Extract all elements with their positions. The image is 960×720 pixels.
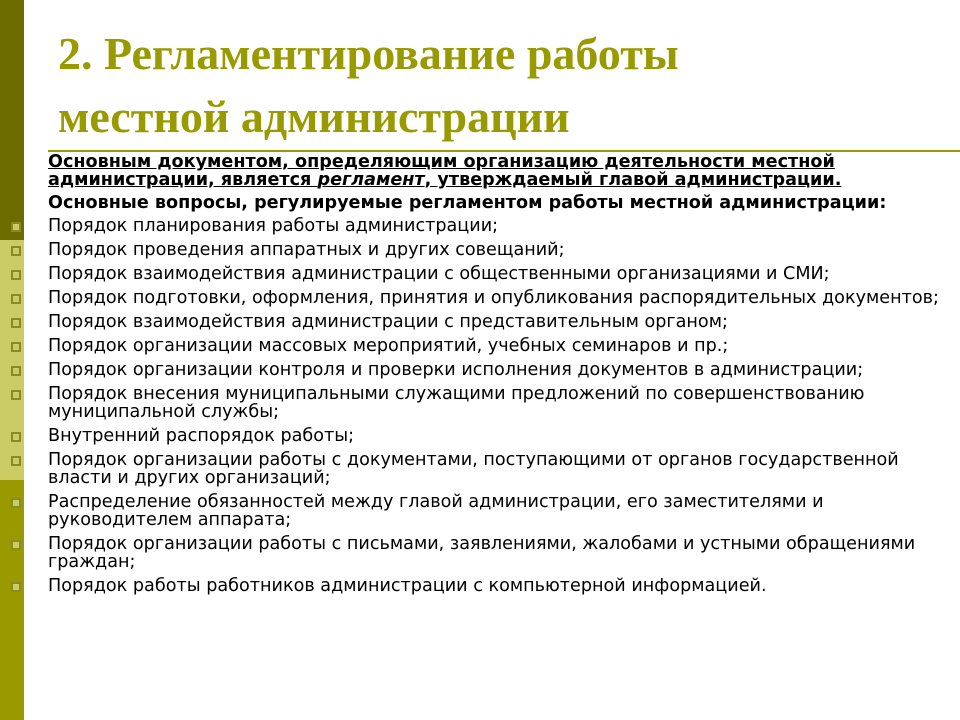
list-item-text: Порядок работы работников администрации с компьютерной информацией. bbox=[48, 576, 767, 596]
intro-text: Основным документом, определяющим организацию деятельности местной администрации, является bbox=[48, 152, 835, 190]
list-item bbox=[48, 535, 953, 571]
list-item-text: Порядок организации контроля и проверки исполнения документов в администрации; bbox=[48, 360, 864, 380]
list-item-text: Порядок проведения аппаратных и других совещаний; bbox=[48, 240, 565, 260]
square-bullet-icon bbox=[11, 432, 21, 442]
square-bullet-icon bbox=[11, 498, 21, 508]
title-line-2: местной администрации bbox=[58, 91, 570, 142]
title-line-1: 2. Регламентирование работы bbox=[58, 28, 679, 79]
list-item-text: Порядок взаимодействия администрации с представительным органом; bbox=[48, 312, 728, 332]
bullet-list bbox=[48, 217, 953, 595]
square-bullet-icon bbox=[11, 540, 21, 550]
square-bullet-icon bbox=[11, 246, 21, 256]
list-item bbox=[48, 577, 953, 595]
list-item bbox=[48, 451, 953, 487]
square-bullet-icon bbox=[11, 456, 21, 466]
slide-title bbox=[58, 22, 938, 148]
list-item-text: Порядок внесения муниципальными служащими предложений по совершенствованию муниципальной службы; bbox=[48, 384, 865, 422]
list-item bbox=[48, 313, 953, 331]
side-bar-dark bbox=[0, 0, 24, 240]
square-bullet-icon bbox=[11, 318, 21, 328]
list-item-text: Распределение обязанностей между главой администрации, его заместителями и руководителем аппарата; bbox=[48, 492, 824, 530]
list-item bbox=[48, 361, 953, 379]
square-bullet-icon bbox=[11, 270, 21, 280]
list-item-text: Порядок организации работы с документами, поступающими от органов государственной власти и других организаций; bbox=[48, 450, 899, 488]
list-item bbox=[48, 289, 953, 307]
slide-body bbox=[48, 153, 953, 601]
square-bullet-icon bbox=[11, 390, 21, 400]
list-item bbox=[48, 217, 953, 235]
list-item bbox=[48, 493, 953, 529]
side-bar-olive bbox=[0, 480, 24, 720]
list-item-text: Порядок планирования работы администрации; bbox=[48, 216, 499, 236]
list-item bbox=[48, 337, 953, 355]
list-item-text: Порядок подготовки, оформления, принятия и опубликования распорядительных документов; bbox=[48, 288, 939, 308]
list-item-text: Порядок организации работы с письмами, заявлениями, жалобами и устными обращениями граждан; bbox=[48, 534, 916, 572]
intro-paragraph-2: Основные вопросы, регулируемые регламентом работы местной администрации: bbox=[48, 193, 887, 213]
intro-emphasis: регламент bbox=[317, 170, 425, 190]
square-bullet-icon bbox=[11, 342, 21, 352]
square-bullet-icon bbox=[11, 294, 21, 304]
list-item bbox=[48, 241, 953, 259]
list-item-text: Внутренний распорядок работы; bbox=[48, 426, 355, 446]
list-item bbox=[48, 265, 953, 283]
list-item-text: Порядок взаимодействия администрации с общественными организациями и СМИ; bbox=[48, 264, 830, 284]
square-bullet-icon bbox=[11, 582, 21, 592]
list-item bbox=[48, 427, 953, 445]
square-bullet-icon bbox=[11, 222, 21, 232]
square-bullet-icon bbox=[11, 366, 21, 376]
list-item-text: Порядок организации массовых мероприятий, учебных семинаров и пр.; bbox=[48, 336, 729, 356]
list-item bbox=[48, 385, 953, 421]
intro-text-end: , утверждаемый главой администрации. bbox=[424, 170, 842, 190]
intro-paragraph-1 bbox=[48, 153, 953, 189]
